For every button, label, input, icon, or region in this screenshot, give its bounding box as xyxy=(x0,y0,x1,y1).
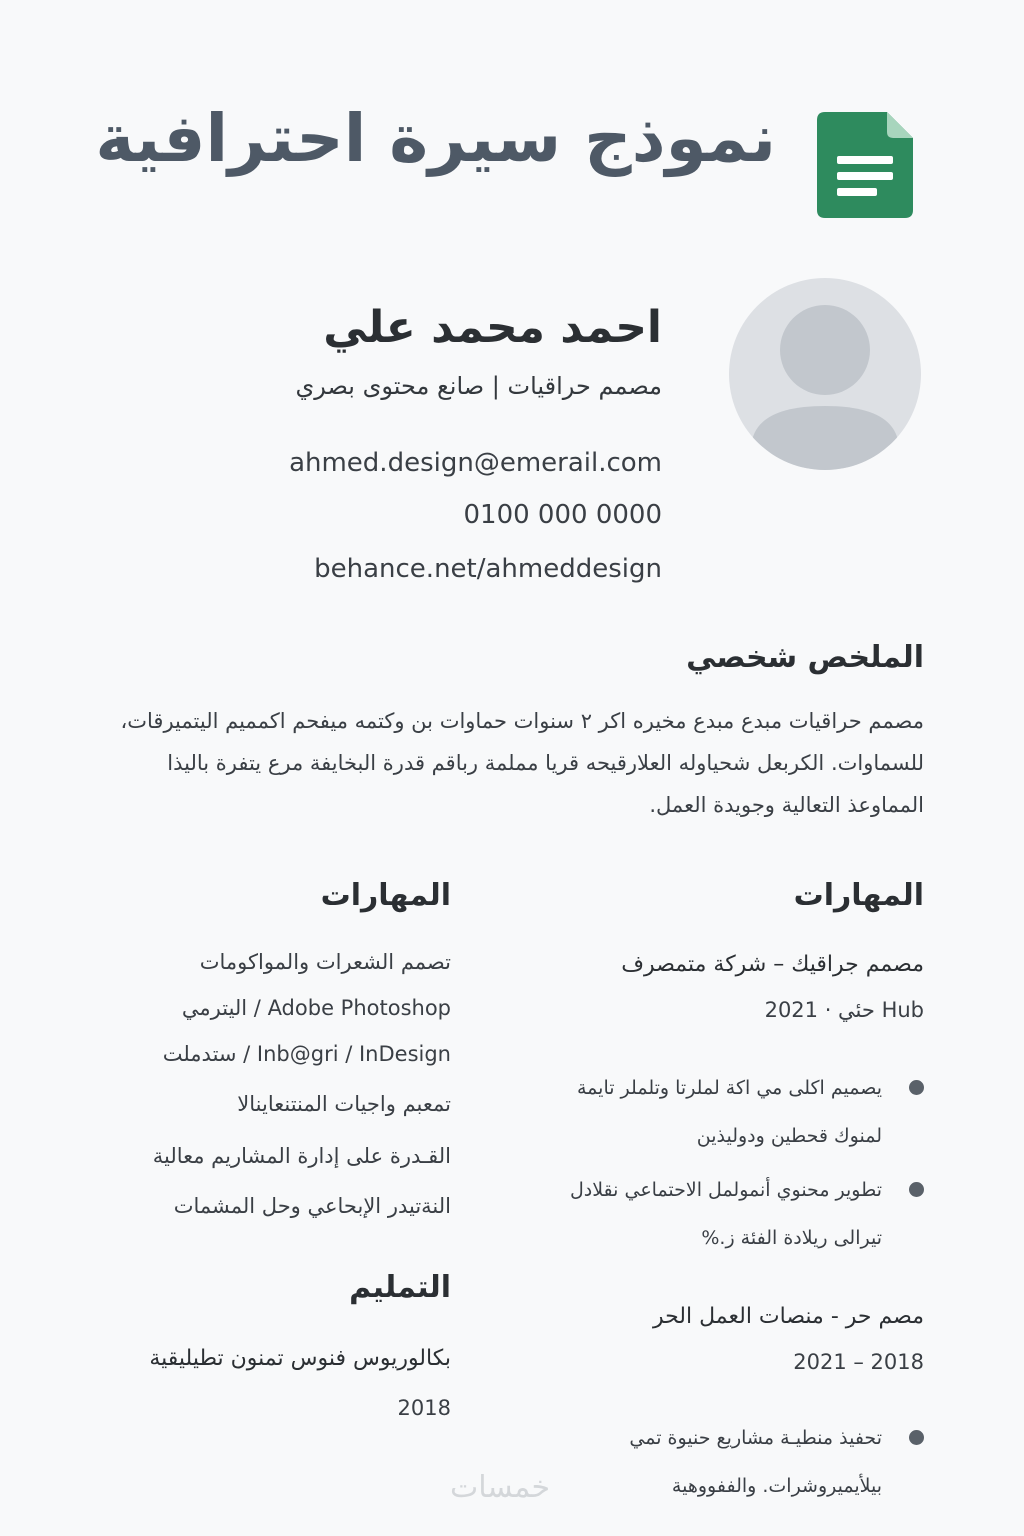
skill-item: تمعبم واجيات المنتنعاينالا xyxy=(237,1092,451,1116)
skill-item: تصمم الشعرات والمواكومات xyxy=(199,950,451,974)
experience-heading: المهارات xyxy=(793,878,924,913)
phone-number[interactable]: 0100 000 0000 xyxy=(463,500,662,530)
bullet-dot-icon xyxy=(909,1182,924,1197)
job-bullet xyxy=(564,1166,924,1262)
email-link[interactable]: ahmed.design@emerail.com xyxy=(289,448,662,478)
job-bullet-text: يصميم اكلى مي اكة لملرتا وتلملر تايمة لمنوك قحطين ودوليذين xyxy=(576,1077,882,1147)
job-bullet xyxy=(564,1064,924,1160)
job-date: 2018 – 2021 xyxy=(793,1350,924,1374)
job-bullet-text: تحفيذ منطيـة مشاريع حنيوة تمي بيلأيميروشرات. والففووهية xyxy=(629,1427,882,1497)
job-bullet-text: تطوير محنوي أنمولمل الاحتماعي نقلادل تيرالى ريلادة الفئة ز.% xyxy=(569,1179,882,1249)
education-heading: التمليم xyxy=(349,1270,451,1305)
skill-item: Inb@gri / InDesign / ستدملت xyxy=(162,1042,451,1066)
education-year: 2018 xyxy=(397,1396,451,1420)
bullet-dot-icon xyxy=(909,1080,924,1095)
skills-heading: المهارات xyxy=(320,878,451,913)
person-role: مصمم حراقيات | صانع محتوى بصري xyxy=(295,372,662,400)
job-title: مصم حر - منصات العمل الحر xyxy=(652,1304,924,1329)
job-title: مصمم جراقيك – شركة متمصرف xyxy=(621,952,924,977)
summary-heading: الملخص شخصي xyxy=(686,640,924,675)
skill-item: القـدرة على إدارة المشاريم معالية xyxy=(152,1144,451,1168)
document-icon xyxy=(817,112,913,218)
job-bullet xyxy=(564,1414,924,1510)
skill-item: النةتيدر الإبحاعي وحل المشمات xyxy=(173,1194,451,1218)
person-name: احمد محمد علي xyxy=(323,302,662,353)
avatar xyxy=(729,278,921,470)
watermark: خمسات xyxy=(450,1470,551,1505)
job-date: Hub حئي · 2021 xyxy=(764,998,924,1022)
bullet-dot-icon xyxy=(909,1430,924,1445)
page-title: نموذج سيرة احترافية xyxy=(95,100,776,177)
skill-item: Adobe Photoshop / اليترمي xyxy=(181,996,451,1020)
summary-text: مصمم حراقيات مبدع مبدع مخيره اكر ٢ سنوات حماوات بن وكتمه ميفحم اكمميم اليتميرقات، للسماوات. الكربعل شحياوله العلارقيحه قريا مملمة رباقم قدرة البخايفة مرع يتفرة باليذا المماوعذ التعالية وجويدة العمل. xyxy=(120,709,924,817)
education-degree: بكالوريوس فنوس تمنون تطيليقية xyxy=(149,1346,451,1371)
website-link[interactable]: behance.net/ahmeddesign xyxy=(314,554,662,584)
